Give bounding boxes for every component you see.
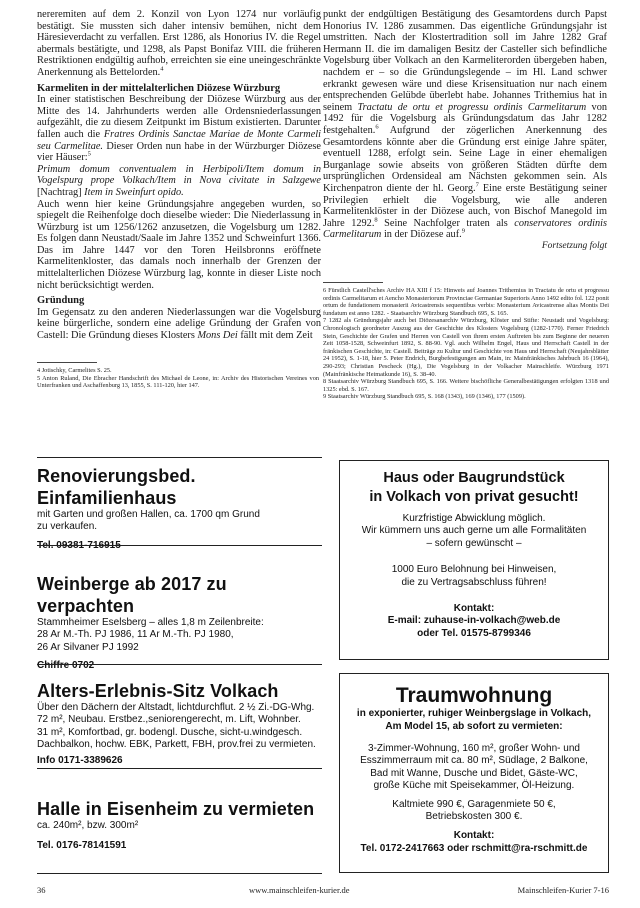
ad-body: Stammheimer Eselsberg – alles 1,8 m Zeilenbreite: 28 Ar M.-Th. PJ 1986, 11 Ar M.-Th. PJ 1980, 26 Ar Silvaner PJ 1992: [37, 617, 264, 653]
ad-chiffre[interactable]: Chiffre 0702: [37, 660, 95, 672]
paragraph: In einer statistischen Beschreibung der Diözese Würzburg aus der Mitte des 14. Jahrhunderts werden alle Ordensniederlassungen aufgezählt, die zu diesem Zeitpunkt im Bistum existierten. Darunter fallen auch die Fratres Ordinis Sanctae Mariae de Monte Carmeli seu Carmelitae. Dieser Orden nun habe in der Würzburger Diözese vier Häuser:$^5$: [37, 94, 321, 164]
footer-url[interactable]: www.mainschleifen-kurier.de: [249, 885, 350, 895]
ad-headline: Haus oder Baugrundstück: [383, 470, 565, 486]
continued-note: Fortsetzung folgt: [541, 240, 607, 251]
ad-halle-eisenheim: [37, 798, 322, 851]
ad-reward: 1000 Euro Belohnung bei Hinweisen, die zu Vertragsabschluss führen!: [391, 564, 557, 588]
page-number: 36: [37, 885, 46, 895]
ad-traumwohnung: [339, 673, 609, 873]
ad-divider: [37, 664, 322, 665]
paragraph: punkt der endgültigen Bestätigung des Gesamtordens durch Papst Honorius IV. 1286 zusammen. Das eigentliche Gründungsjahr ist umstritten. Nach der Klostertradition soll im Jahre 1282 Graf Hermann II. die im damaligen Besitz der Casteller sich befindliche Vogelsburg über Volkach an den Karmeliterorden übergeben haben, nachdem er – so die Gründungslegende – im Hl. Land schwer erkrankt gewesen wäre und diese Krisensituation nur nach einem entsprechenden Gelübde überlebt habe. Johannes Trithemius hat in seinem Tractatu de ortu et progressu ordinis Carmelitarum von 1492 für die Vogelsburg als Gründungsdatum das Jahr 1282 festgehalten.$^6$ Aufgrund der zögerlichen Anerkennung des Gesamtordens könnte aber die Gründung erst einige Jahre später, eventuell 1288, erfolgt sein. Seine Lage in einer ehemaligen Burganlage sowie abseits von größeren Städten dürfte dem ursprünglichen Ordensideal am Nächsten gekommen sein. Als Kirchenpatron diente der hl. Georg.$^7$ Eine erste Bestätigung seiner Privilegien erhielt die Vogelsburg, wie alle anderen Karmelitenklöster in der Diözese auch, von Bischof Manegold im Jahre 1292.$^8$ Seine Nachfolger traten als conservatores ordinis Carmelitarum in der Diözese auf.$^9$: [323, 9, 608, 241]
footnotes-right: [323, 287, 609, 401]
footnote-ref[interactable]: 8: [374, 216, 378, 224]
page-footer: [37, 885, 609, 897]
footnote: 4 Jotischky, Carmelites S. 25.: [37, 367, 112, 374]
footnote-rule: [323, 282, 383, 283]
paragraph: nereremiten auf dem 2. Konzil von Lyon 1274 nur vorläufig bestätigt. Sie mussten sich daher intensiv bemühen, nicht dem Häresieverdacht zu verfallen. Erst 1286, als Honorius IV. die Regel abermals bestätigte, und 1298, als Papst Bonifaz VIII. die früheren Restriktionen endgültig aufhob, erreichten sie eine uneingeschränkte Anerkennung als Bettelorden.$^4$: [37, 9, 321, 78]
section-heading: Karmeliten in der mittelalterlichen Diözese Würzburg: [37, 82, 281, 94]
quote: Primum domum conventualem in Herbipoli/Item domum in Vogelspurg prope Volkach/Item in Nova civitate in Salzgewe [Nachtrag] Item in Sweinfurt opido.: [37, 163, 321, 198]
ad-divider: [37, 768, 322, 769]
ad-body: ca. 240m², bzw. 300m²: [37, 820, 139, 831]
ad-body: 3-Zimmer-Wohnung, 160 m², großer Wohn- und Esszimmerraum mit ca. 80 m², Südlage, 2 Balkone, Bad mit Wanne, Dusche und Bidet, Gäste-WC, große Küche mit Speisekammer, Öl-Heizung.: [360, 743, 588, 792]
ad-subheadline: Am Model 15, ab sofort zu vermieten:: [385, 720, 563, 732]
contact-label: Kontakt:: [453, 830, 495, 842]
ad-phone[interactable]: Tel. 0176-78141591: [37, 840, 127, 852]
ad-email[interactable]: E-mail: zuhause-in-volkach@web.de: [387, 615, 561, 627]
ad-body: Über den Dächern der Altstadt, lichtdurchflut. 2 ½ Zi.-DG-Whg. 72 m², Neubau. Erstbez.,seniorengerecht, m. Lift, Wohnber. 31 m², Komfortbad, gr. bodengl. Dusche, sicht-u.windgesch. Dachbalkon, hochw. EBK, Parkett, FBH, prov.frei zu vermieten.: [37, 702, 316, 751]
footnote-ref[interactable]: 4: [160, 65, 164, 73]
ad-body: Kurzfristige Abwicklung möglich. Wir kümmern uns auch gerne um alle Formalitäten – sofern gewünscht –: [361, 513, 587, 549]
ad-headline: Halle in Eisenheim zu vermieten: [37, 799, 315, 819]
ad-contact[interactable]: Tel. 0172-2417663 oder rschmitt@ra-rschmitt.de: [360, 842, 588, 854]
article-column-left: [37, 9, 321, 342]
ad-divider: [37, 457, 322, 458]
article-column-right: [323, 9, 607, 252]
ad-headline: Renovierungsbed. Einfamilienhaus: [37, 466, 196, 508]
footnote-ref[interactable]: 9: [461, 227, 465, 235]
ad-headline: Weinberge ab 2017 zu verpachten: [37, 574, 227, 616]
footnote-ref[interactable]: 5: [87, 150, 91, 158]
footnote: 9 Staatsarchiv Würzburg Standbuch 695, S. 168 (1343), 169 (1346), 177 (1509).: [323, 393, 526, 401]
ad-headline: Traumwohnung: [395, 684, 553, 707]
contact-label: Kontakt:: [453, 603, 495, 615]
ad-alters-erlebnis-sitz: [37, 680, 322, 766]
ad-subheadline: in exponierter, ruhiger Weinbergslage in Volkach,: [356, 708, 592, 719]
footnotes-left: [37, 367, 319, 390]
ad-divider: [37, 873, 322, 874]
ad-headline: Alters-Erlebnis-Sitz Volkach: [37, 681, 279, 701]
ad-headline: in Volkach von privat gesucht!: [369, 489, 579, 505]
footnote: 8 Staatsarchiv Würzburg Standbuch 695, S. 166. Weitere bischöfliche Generalbestätigungen erfolgten 1318 und 1325: ebd. S. 167.: [323, 378, 609, 393]
ad-divider: [37, 545, 322, 546]
ad-phone[interactable]: Info 0171-3389626: [37, 754, 123, 766]
paragraph: Im Gegensatz zu den anderen Niederlassungen war die Vogelsburg keine bürgerliche, sondern eine adelige Gründung der Grafen von Castell: Die Gründung dieses Klosters Mons Dei fällt mit dem Zeit: [37, 306, 321, 342]
paragraph: Auch wenn hier keine Gründungsjahre angegeben wurden, so spiegelt die Reihenfolge doch dieselbe wieder: Die Niederlassung in Würzburg ist um 1256/1262 anzusetzen, die Vogelsburg um 1282. Es folgen dann Neustadt/Saale im Jahre 1352 und Schweinfurt 1366. Das im Jahre 1447 vor den Toren Heilsbronns eröffnete Karmelitenkloster, das damals noch innerhalb der Grenzen der mittelalterlichen Diözese Würzburg lag, konnte in dieser Liste noch nicht berücksichtigt werden.: [37, 198, 321, 291]
footnote: 5 Anton Ruland, Die Ebracher Handschrift des Michael de Leone, in: Archiv des Historischen Vereines von Unterfranken und Aschaffenburg 13, 1855, S. 111-120, hier 147.: [37, 374, 319, 390]
ad-weinberge: [37, 573, 322, 671]
footnote-ref[interactable]: 7: [475, 181, 479, 189]
section-heading: Gründung: [37, 295, 85, 307]
footnote: 7 1282 als Gründungsjahr auch bei Diözesanarchiv Würzburg, Klöster und Stifte: Neustadt und Vogelsburg: Chronologisch geordneter Auszug aus der Geschichte des Klosters Vogelsburg (1282-1770). Ferner Friedrich Stein, Geschichte der Grafen und Herren von Castell von ihrem ersten Auftreten bis zum Beginne der neueren Zeit 1058-1528, Schweinfurt 1892, S. 88-90. Vgl. auch Wilhelm Engel, Haus und Herrschaft Castell in der fränkischen Geschichte, in: Castell. Beiträge zu Kultur und Geschichte von Haus und Herrschaft (Neujahrsblätter 24 1952), S. 1-18, hier 5. Peter Endrich, Burgbefestigungen am Main, in: Mainfränkisches Jahrbuch 16 (1964), 290-293; Christian Pescheck (Hg.), Die Vogelsburg in der Volkacher Mainschleife. Würzburg 1971 (Mainfränkische Heimatkunde 16), S. 38-40.: [323, 317, 609, 378]
footer-issue: Mainschleifen-Kurier 7-16: [517, 885, 609, 895]
footnote-rule: [37, 362, 97, 363]
ad-phone[interactable]: Tel. 09381-716915: [37, 539, 121, 551]
ad-haus-gesucht: [339, 460, 609, 660]
ad-einfamilienhaus: [37, 465, 322, 551]
footnote-ref[interactable]: 6: [375, 123, 379, 131]
ad-phone[interactable]: oder Tel. 01575-8799346: [417, 627, 531, 639]
ad-rent: Kaltmiete 990 €, Garagenmiete 50 €, Betriebskosten 300 €.: [392, 798, 556, 823]
ad-body: mit Garten und großen Hallen, ca. 1700 qm Grund zu verkaufen.: [37, 509, 260, 533]
footnote: 6 Fürstlich Castell'sches Archiv HA XIII f 15: Hinweis auf Joannes Trithemius in Tractatu de ortu et progressu ordinis Carmelitarum et Aencho Monasteriorum Provinciae Germaniae Superioris Anno 1492 edito fol. 122 ponit ortum de fundationem monasterii Avicastrensis sequentibus verbis: Monasterium Avicastrense alias Montis Dei fundatum est anno 1282. - Staatsarchiv Würzburg Standbuch 695, S. 165.: [323, 287, 609, 317]
